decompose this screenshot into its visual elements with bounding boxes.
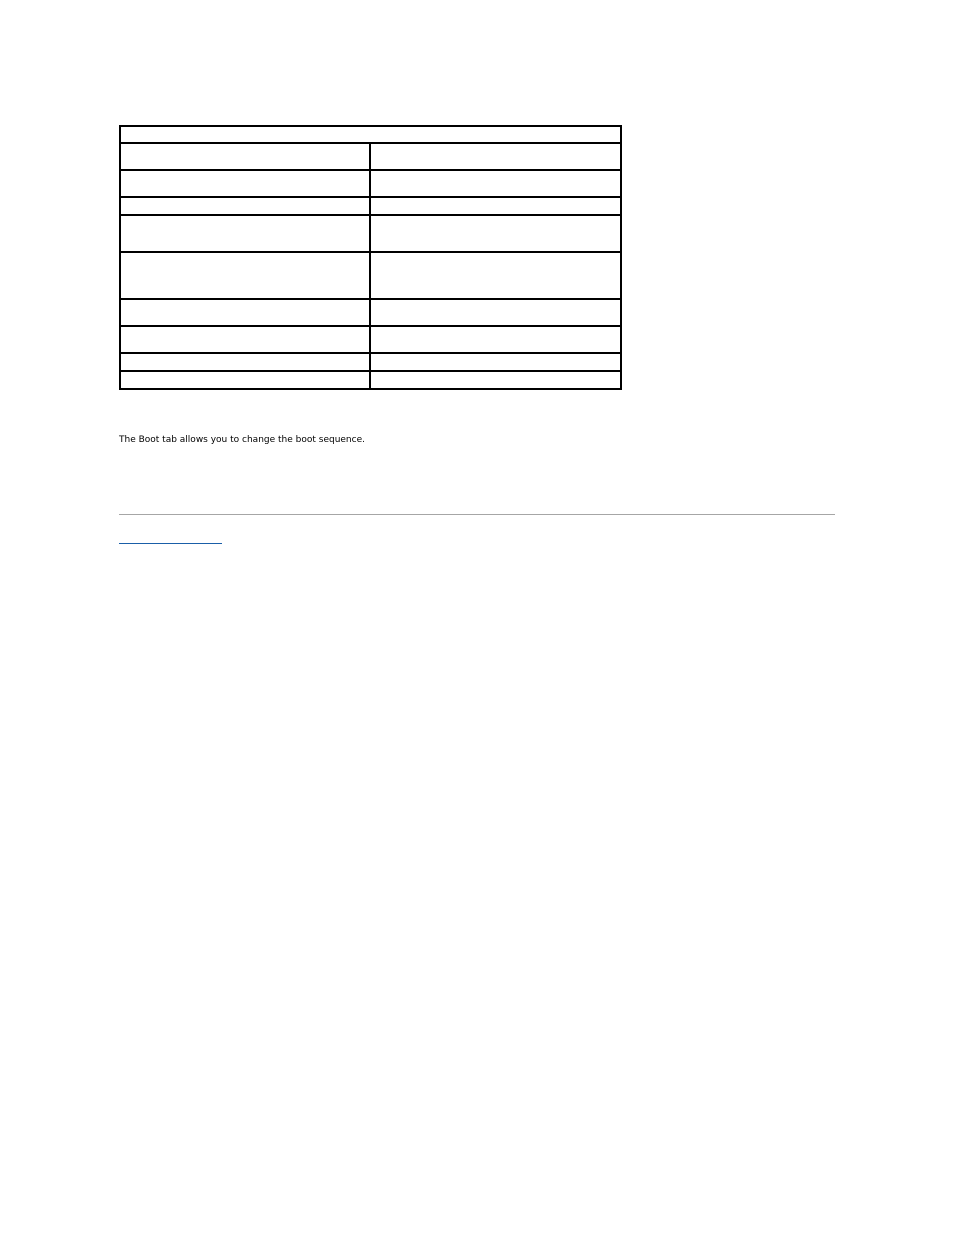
settings-table-body bbox=[120, 126, 621, 389]
setting-name-cell bbox=[120, 353, 370, 371]
setting-name-cell bbox=[120, 252, 370, 299]
setting-value-cell bbox=[370, 197, 621, 215]
setting-value-cell bbox=[370, 326, 621, 353]
setting-value-cell bbox=[370, 170, 621, 197]
settings-table bbox=[119, 125, 622, 390]
table-row bbox=[120, 126, 621, 143]
setting-name-cell bbox=[120, 143, 370, 170]
setting-value-cell bbox=[370, 299, 621, 326]
table-row bbox=[120, 252, 621, 299]
table-row bbox=[120, 143, 621, 170]
table-row bbox=[120, 326, 621, 353]
setting-value-cell bbox=[370, 215, 621, 252]
setting-value-cell bbox=[370, 371, 621, 389]
setting-name-cell bbox=[120, 299, 370, 326]
setting-name-cell bbox=[120, 197, 370, 215]
table-row bbox=[120, 353, 621, 371]
setting-name-cell bbox=[120, 371, 370, 389]
table-row bbox=[120, 371, 621, 389]
setting-value-cell bbox=[370, 252, 621, 299]
setting-value-cell bbox=[370, 143, 621, 170]
table-row bbox=[120, 197, 621, 215]
setting-name-cell bbox=[120, 326, 370, 353]
setting-name-cell bbox=[120, 170, 370, 197]
setting-name-cell bbox=[120, 215, 370, 252]
setting-value-cell bbox=[370, 353, 621, 371]
table-header-cell bbox=[120, 126, 621, 143]
table-row bbox=[120, 170, 621, 197]
boot-tab-description: The Boot tab allows you to change the boot sequence. bbox=[119, 435, 365, 445]
table-row bbox=[120, 215, 621, 252]
section-divider bbox=[119, 514, 835, 515]
table-row bbox=[120, 299, 621, 326]
back-to-contents-link[interactable] bbox=[119, 531, 222, 544]
